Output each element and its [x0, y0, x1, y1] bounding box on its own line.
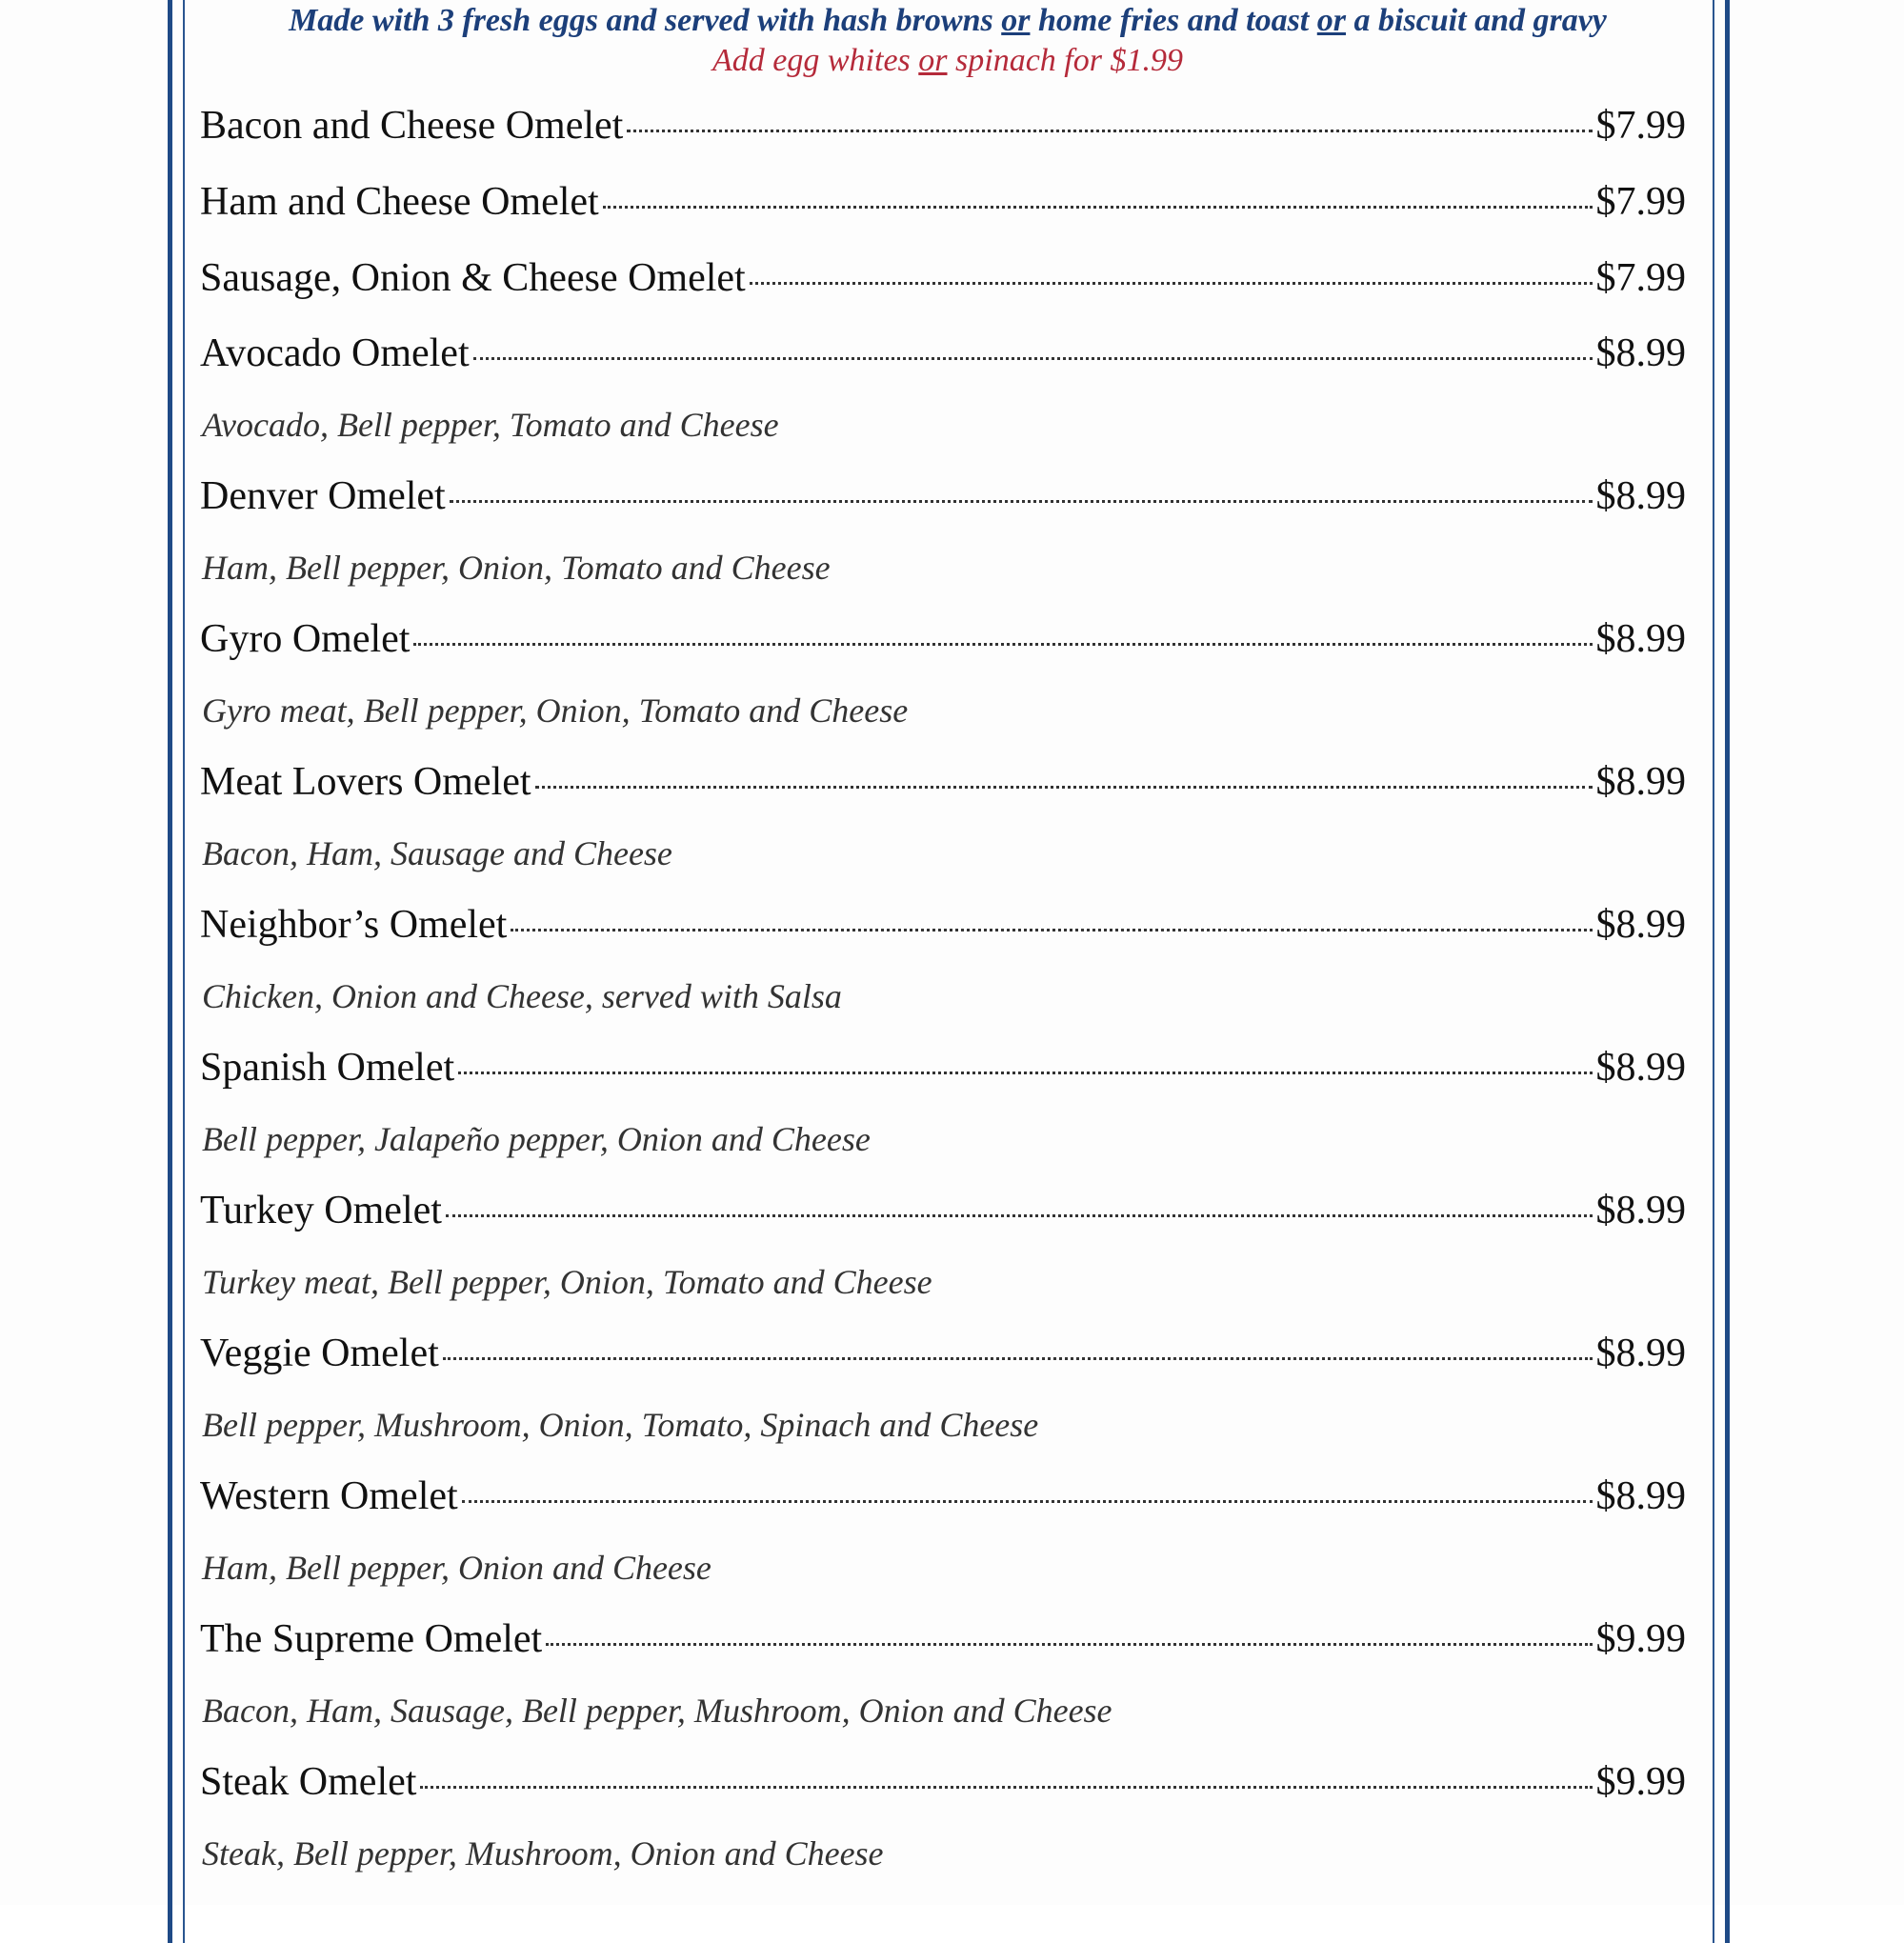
- menu-item-description: Ham, Bell pepper, Onion, Tomato and Cheese: [202, 549, 831, 587]
- menu-item-line: [200, 164, 1686, 240]
- menu-item: [200, 316, 1686, 459]
- addon-or: or: [918, 43, 948, 78]
- menu-item-name: Western Omelet: [200, 1474, 458, 1518]
- intro-or: or: [1001, 3, 1031, 38]
- menu-item: [200, 602, 1686, 745]
- intro-text: home fries and toast: [1030, 3, 1317, 38]
- menu-item-line: [200, 316, 1686, 391]
- menu-item-description: Bell pepper, Mushroom, Onion, Tomato, Spinach and Cheese: [202, 1406, 1039, 1444]
- menu-item-description: Bacon, Ham, Sausage, Bell pepper, Mushroom, Onion and Cheese: [202, 1692, 1112, 1730]
- menu-item: [200, 1602, 1686, 1745]
- menu-item-price: $7.99: [1595, 256, 1686, 300]
- menu-item-price: $9.99: [1595, 1617, 1686, 1661]
- menu-item-price: $8.99: [1595, 903, 1686, 947]
- menu-item-description: Steak, Bell pepper, Mushroom, Onion and Cheese: [202, 1834, 884, 1873]
- menu-item-line: [200, 88, 1686, 164]
- menu-item-name: Ham and Cheese Omelet: [200, 180, 599, 224]
- menu-item: [200, 459, 1686, 602]
- menu-addon-note: [210, 42, 1686, 80]
- menu-item: [200, 1316, 1686, 1459]
- menu-item-name: Sausage, Onion & Cheese Omelet: [200, 256, 746, 300]
- dot-leader: [413, 642, 1592, 646]
- menu-item-name: The Supreme Omelet: [200, 1617, 543, 1661]
- dot-leader: [603, 205, 1593, 209]
- menu-item-name: Bacon and Cheese Omelet: [200, 104, 624, 148]
- menu-item-line: [200, 1316, 1686, 1391]
- menu-item-price: $8.99: [1595, 474, 1686, 518]
- menu-item: [200, 1745, 1686, 1888]
- menu-item-name: Turkey Omelet: [200, 1189, 442, 1232]
- menu-item-line: [200, 1173, 1686, 1248]
- menu-item-name: Avocado Omelet: [200, 331, 470, 375]
- dot-leader: [473, 356, 1593, 360]
- dot-leader: [458, 1071, 1592, 1074]
- intro-or: or: [1316, 3, 1346, 38]
- menu-item-description: Ham, Bell pepper, Onion and Cheese: [202, 1549, 711, 1587]
- menu-item: [200, 1173, 1686, 1316]
- intro-text: Made with 3 fresh eggs and served with hash browns: [289, 3, 1002, 38]
- menu-item-line: [200, 1745, 1686, 1819]
- dot-leader: [450, 499, 1593, 503]
- dot-leader: [420, 1785, 1592, 1789]
- menu-item-description: Chicken, Onion and Cheese, served with Salsa: [202, 977, 842, 1015]
- menu-item-description: Gyro meat, Bell pepper, Onion, Tomato and Cheese: [202, 691, 909, 730]
- menu-item-price: $8.99: [1595, 1046, 1686, 1090]
- menu-item: [200, 1031, 1686, 1173]
- menu-item-line: [200, 602, 1686, 676]
- menu-item-price: $8.99: [1595, 331, 1686, 375]
- menu-item: [200, 240, 1686, 316]
- menu-item-line: [200, 1602, 1686, 1676]
- intro-text: a biscuit and gravy: [1346, 3, 1607, 38]
- menu-item-line: [200, 459, 1686, 533]
- addon-text: Add egg whites: [712, 43, 919, 78]
- menu-item-name: Steak Omelet: [200, 1760, 417, 1804]
- menu-items-list: [200, 88, 1686, 1888]
- menu-item-price: $8.99: [1595, 1474, 1686, 1518]
- menu-item-name: Denver Omelet: [200, 474, 446, 518]
- menu-item-name: Spanish Omelet: [200, 1046, 455, 1090]
- menu-item: [200, 88, 1686, 164]
- dot-leader: [546, 1642, 1592, 1646]
- dot-leader: [462, 1499, 1593, 1503]
- menu-item-price: $8.99: [1595, 1332, 1686, 1375]
- menu-item-price: $8.99: [1595, 760, 1686, 804]
- menu-item: [200, 1459, 1686, 1602]
- menu-item: [200, 164, 1686, 240]
- menu-item-price: $8.99: [1595, 617, 1686, 661]
- menu-item: [200, 745, 1686, 888]
- menu-item-name: Neighbor’s Omelet: [200, 903, 508, 947]
- dot-leader: [627, 129, 1592, 132]
- menu-item-description: Avocado, Bell pepper, Tomato and Cheese: [202, 406, 779, 444]
- dot-leader: [750, 281, 1593, 285]
- dot-leader: [535, 785, 1593, 789]
- menu-intro: [210, 0, 1686, 42]
- menu-item-line: [200, 888, 1686, 962]
- menu-item-name: Gyro Omelet: [200, 617, 411, 661]
- menu-item-line: [200, 1459, 1686, 1533]
- menu-item-description: Bacon, Ham, Sausage and Cheese: [202, 834, 672, 872]
- dot-leader: [446, 1213, 1593, 1217]
- menu-item-price: $7.99: [1595, 104, 1686, 148]
- menu-item-price: $7.99: [1595, 180, 1686, 224]
- menu-item-price: $9.99: [1595, 1760, 1686, 1804]
- menu-item-line: [200, 240, 1686, 316]
- menu-item-price: $8.99: [1595, 1189, 1686, 1232]
- menu-item-description: Turkey meat, Bell pepper, Onion, Tomato and Cheese: [202, 1263, 932, 1301]
- menu-item-line: [200, 745, 1686, 819]
- menu-item-name: Meat Lovers Omelet: [200, 760, 531, 804]
- dot-leader: [443, 1356, 1593, 1360]
- menu-item-description: Bell pepper, Jalapeño pepper, Onion and Cheese: [202, 1120, 871, 1158]
- addon-text: spinach for $1.99: [947, 43, 1183, 78]
- dot-leader: [511, 928, 1592, 931]
- menu-item-line: [200, 1031, 1686, 1105]
- menu-item-name: Veggie Omelet: [200, 1332, 439, 1375]
- menu-item: [200, 888, 1686, 1031]
